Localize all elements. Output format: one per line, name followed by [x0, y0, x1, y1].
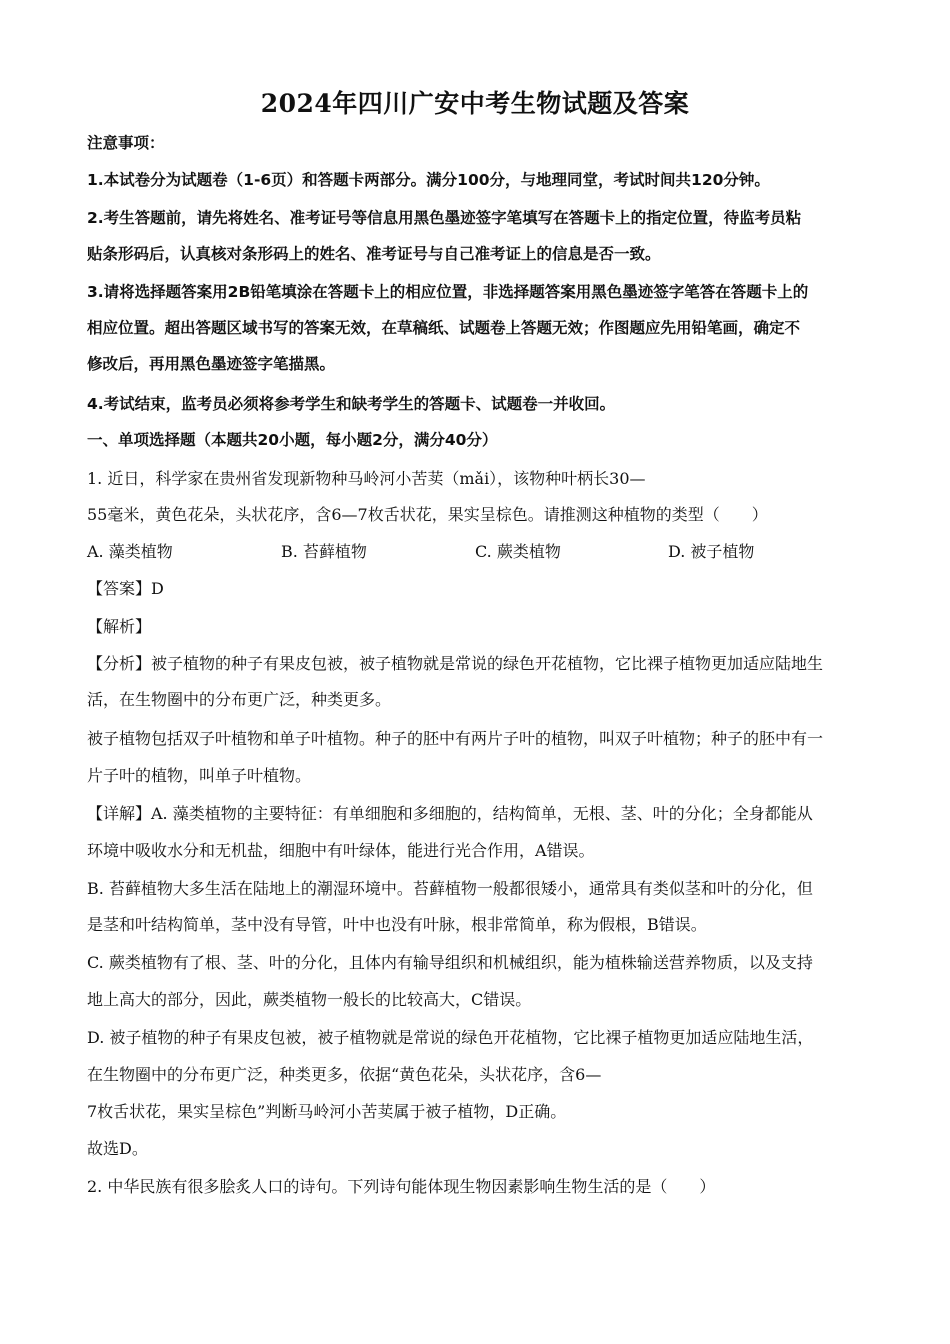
notice-4: 4.考试结束，监考员必须将参考学生和缺考学生的答题卡、试题卷一并收回。 [87, 395, 616, 413]
q1-analysis-line: 是茎和叶结构简单，茎中没有导管，叶中也没有叶脉，根非常简单，称为假根，B错误。 [87, 915, 707, 934]
q1-analysis-line: 【详解】A. 藻类植物的主要特征：有单细胞和多细胞的，结构简单，无根、茎、叶的分化；全身都能从 [87, 804, 813, 823]
q1-analysis-line: 活，在生物圈中的分布更广泛，种类更多。 [87, 690, 392, 709]
q1-answer: 【答案】D [87, 579, 164, 598]
q1-analysis-line: C. 蕨类植物有了根、茎、叶的分化，且体内有输导组织和机械组织，能为植株输送营养物质，以及支持 [87, 953, 813, 972]
q1-analysis-line: 【分析】被子植物的种子有果皮包被，被子植物就是常说的绿色开花植物，它比裸子植物更加适应陆地生 [87, 654, 824, 673]
q1-analysis-header: 【解析】 [87, 617, 152, 636]
document-title: 2024年四川广安中考生物试题及答案 [260, 89, 690, 118]
notice-2-line-1: 2.考生答题前，请先将姓名、准考证号等信息用黑色墨迹签字笔填写在答题卡上的指定位置，待监考员粘 [87, 209, 802, 227]
q1-stem-line-2: 55毫米，黄色花朵，头状花序，含6—7枚舌状花，果实呈棕色。请推测这种植物的类型（ ） [87, 505, 768, 524]
q1-analysis-line: 故选D。 [87, 1139, 148, 1158]
q1-analysis-line: 地上高大的部分，因此，蕨类植物一般长的比较高大，C错误。 [87, 990, 532, 1009]
q1-option-c: C. 蕨类植物 [475, 542, 561, 561]
q1-analysis-line: B. 苔藓植物大多生活在陆地上的潮湿环境中。苔藓植物一般都很矮小，通常具有类似茎和叶的分化，但 [87, 879, 813, 898]
q1-analysis-line: 片子叶的植物，叫单子叶植物。 [87, 766, 312, 785]
section-heading: 一、单项选择题（本题共20小题，每小题2分，满分40分） [87, 431, 498, 449]
notice-header: 注意事项： [87, 134, 165, 152]
q1-analysis-line: 在生物圈中的分布更广泛，种类更多，依据“黄色花朵，头状花序，含6— [87, 1065, 602, 1084]
notice-2-line-2: 贴条形码后，认真核对条形码上的姓名、准考证号与自己准考证上的信息是否一致。 [87, 245, 661, 263]
q1-analysis-line: 环境中吸收水分和无机盐，细胞中有叶绿体，能进行光合作用，A错误。 [87, 841, 595, 860]
q1-option-a: A. 藻类植物 [87, 542, 173, 561]
q1-stem-line-1: 1. 近日，科学家在贵州省发现新物种马岭河小苦荬（mǎi），该物种叶柄长30— [87, 469, 646, 488]
q1-analysis-line: D. 被子植物的种子有果皮包被，被子植物就是常说的绿色开花植物，它比裸子植物更加适应陆地生活， [87, 1028, 814, 1047]
notice-3-line-3: 修改后，再用黑色墨迹签字笔描黑。 [87, 355, 336, 373]
notice-1: 1.本试卷分为试题卷（1-6页）和答题卡两部分。满分100分，与地理同堂，考试时间共120分钟。 [87, 171, 770, 189]
notice-3-line-1: 3.请将选择题答案用2B铅笔填涂在答题卡上的相应位置，非选择题答案用黑色墨迹签字笔答在答题卡上的 [87, 283, 809, 301]
notice-3-line-2: 相应位置。超出答题区域书写的答案无效，在草稿纸、试题卷上答题无效；作图题应先用铅笔画，确定不 [87, 319, 801, 337]
q2-stem: 2. 中华民族有很多脍炙人口的诗句。下列诗句能体现生物因素影响生物生活的是（ ） [87, 1177, 716, 1196]
q1-analysis-line: 7枚舌状花，果实呈棕色”判断马岭河小苦荬属于被子植物，D正确。 [87, 1102, 567, 1121]
q1-option-b: B. 苔藓植物 [281, 542, 367, 561]
q1-analysis-line: 被子植物包括双子叶植物和单子叶植物。种子的胚中有两片子叶的植物，叫双子叶植物；种子的胚中有一 [87, 729, 824, 748]
q1-option-d: D. 被子植物 [668, 542, 755, 561]
